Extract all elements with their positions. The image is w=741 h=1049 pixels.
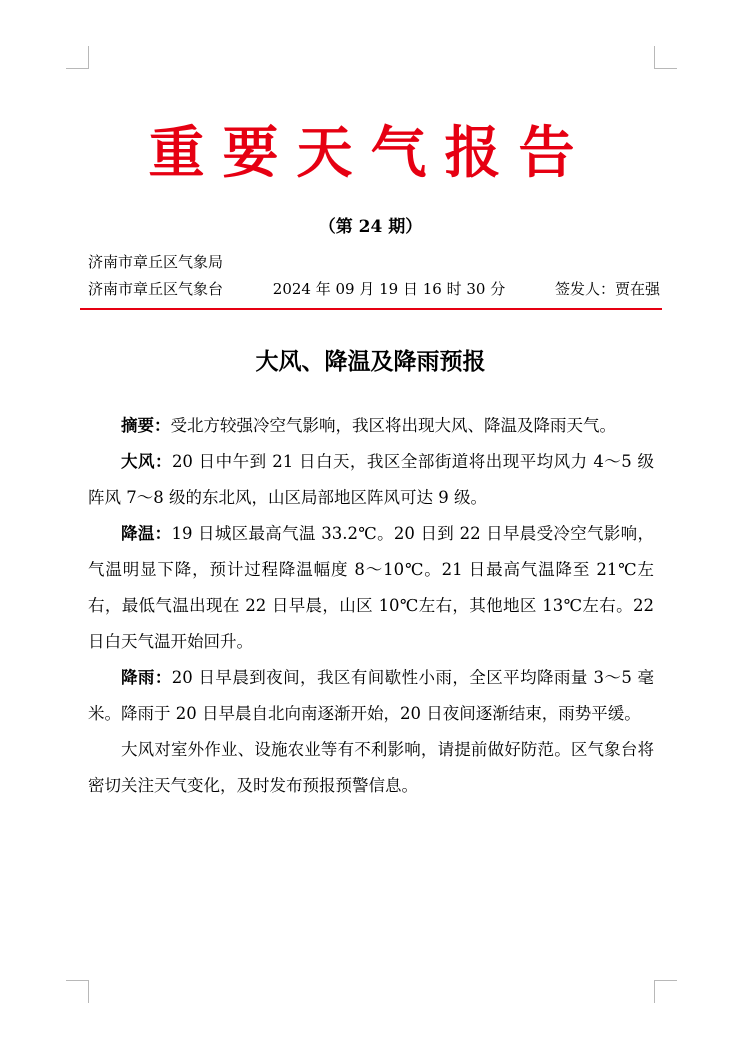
section-text: 20 日中午到 21 日白天，我区全部街道将出现平均风力 4～5 级阵风 7～8 级的东北风，山区局部地区阵风可达 9 级。 [88, 452, 654, 507]
section-text: 受北方较强冷空气影响，我区将出现大风、降温及降雨天气。 [170, 416, 616, 435]
section-text: 19 日城区最高气温 33.2℃。20 日到 22 日早晨受冷空气影响，气温明显下降，预计过程降温幅度 8～10℃。21 日最高气温降至 21℃左右，最低气温出现在 22 日早晨，山区 10℃左右，其他地区 13℃左右。22 日白天气温开始回升。 [88, 524, 654, 651]
crop-mark-bottom-left [66, 980, 89, 1003]
section-cooling [88, 516, 654, 660]
section-label: 摘要： [121, 416, 171, 435]
issuer-line [88, 278, 660, 300]
section-summary [88, 408, 654, 444]
issuer-bureau: 济南市章丘区气象局 [88, 253, 224, 271]
crop-mark-top-left [66, 46, 89, 69]
closing-paragraph: 大风对室外作业、设施农业等有不利影响，请提前做好防范。区气象台将密切关注天气变化，及时发布预报预警信息。 [88, 740, 654, 795]
masthead-title: 重要天气报告 [148, 120, 593, 186]
signer: 签发人：贾在强 [554, 280, 660, 298]
crop-mark-bottom-right [654, 980, 677, 1003]
report-title: 大风、降温及降雨预报 [255, 348, 486, 375]
report-body [88, 408, 654, 804]
crop-mark-top-right [654, 46, 677, 69]
section-label: 降雨： [121, 668, 172, 687]
red-divider [80, 308, 662, 310]
section-label: 降温： [121, 524, 172, 543]
issue-datetime: 2024 年 09 月 19 日 16 时 30 分 [272, 280, 506, 298]
issue-number: （第 24 期） [318, 217, 423, 237]
section-rain [88, 660, 654, 732]
section-wind [88, 444, 654, 516]
issuer-station: 济南市章丘区气象台 [88, 280, 224, 298]
section-text: 20 日早晨到夜间，我区有间歇性小雨，全区平均降雨量 3～5 毫米。降雨于 20 日早晨自北向南逐渐开始，20 日夜间逐渐结束，雨势平缓。 [88, 668, 655, 723]
section-label: 大风： [121, 452, 172, 471]
